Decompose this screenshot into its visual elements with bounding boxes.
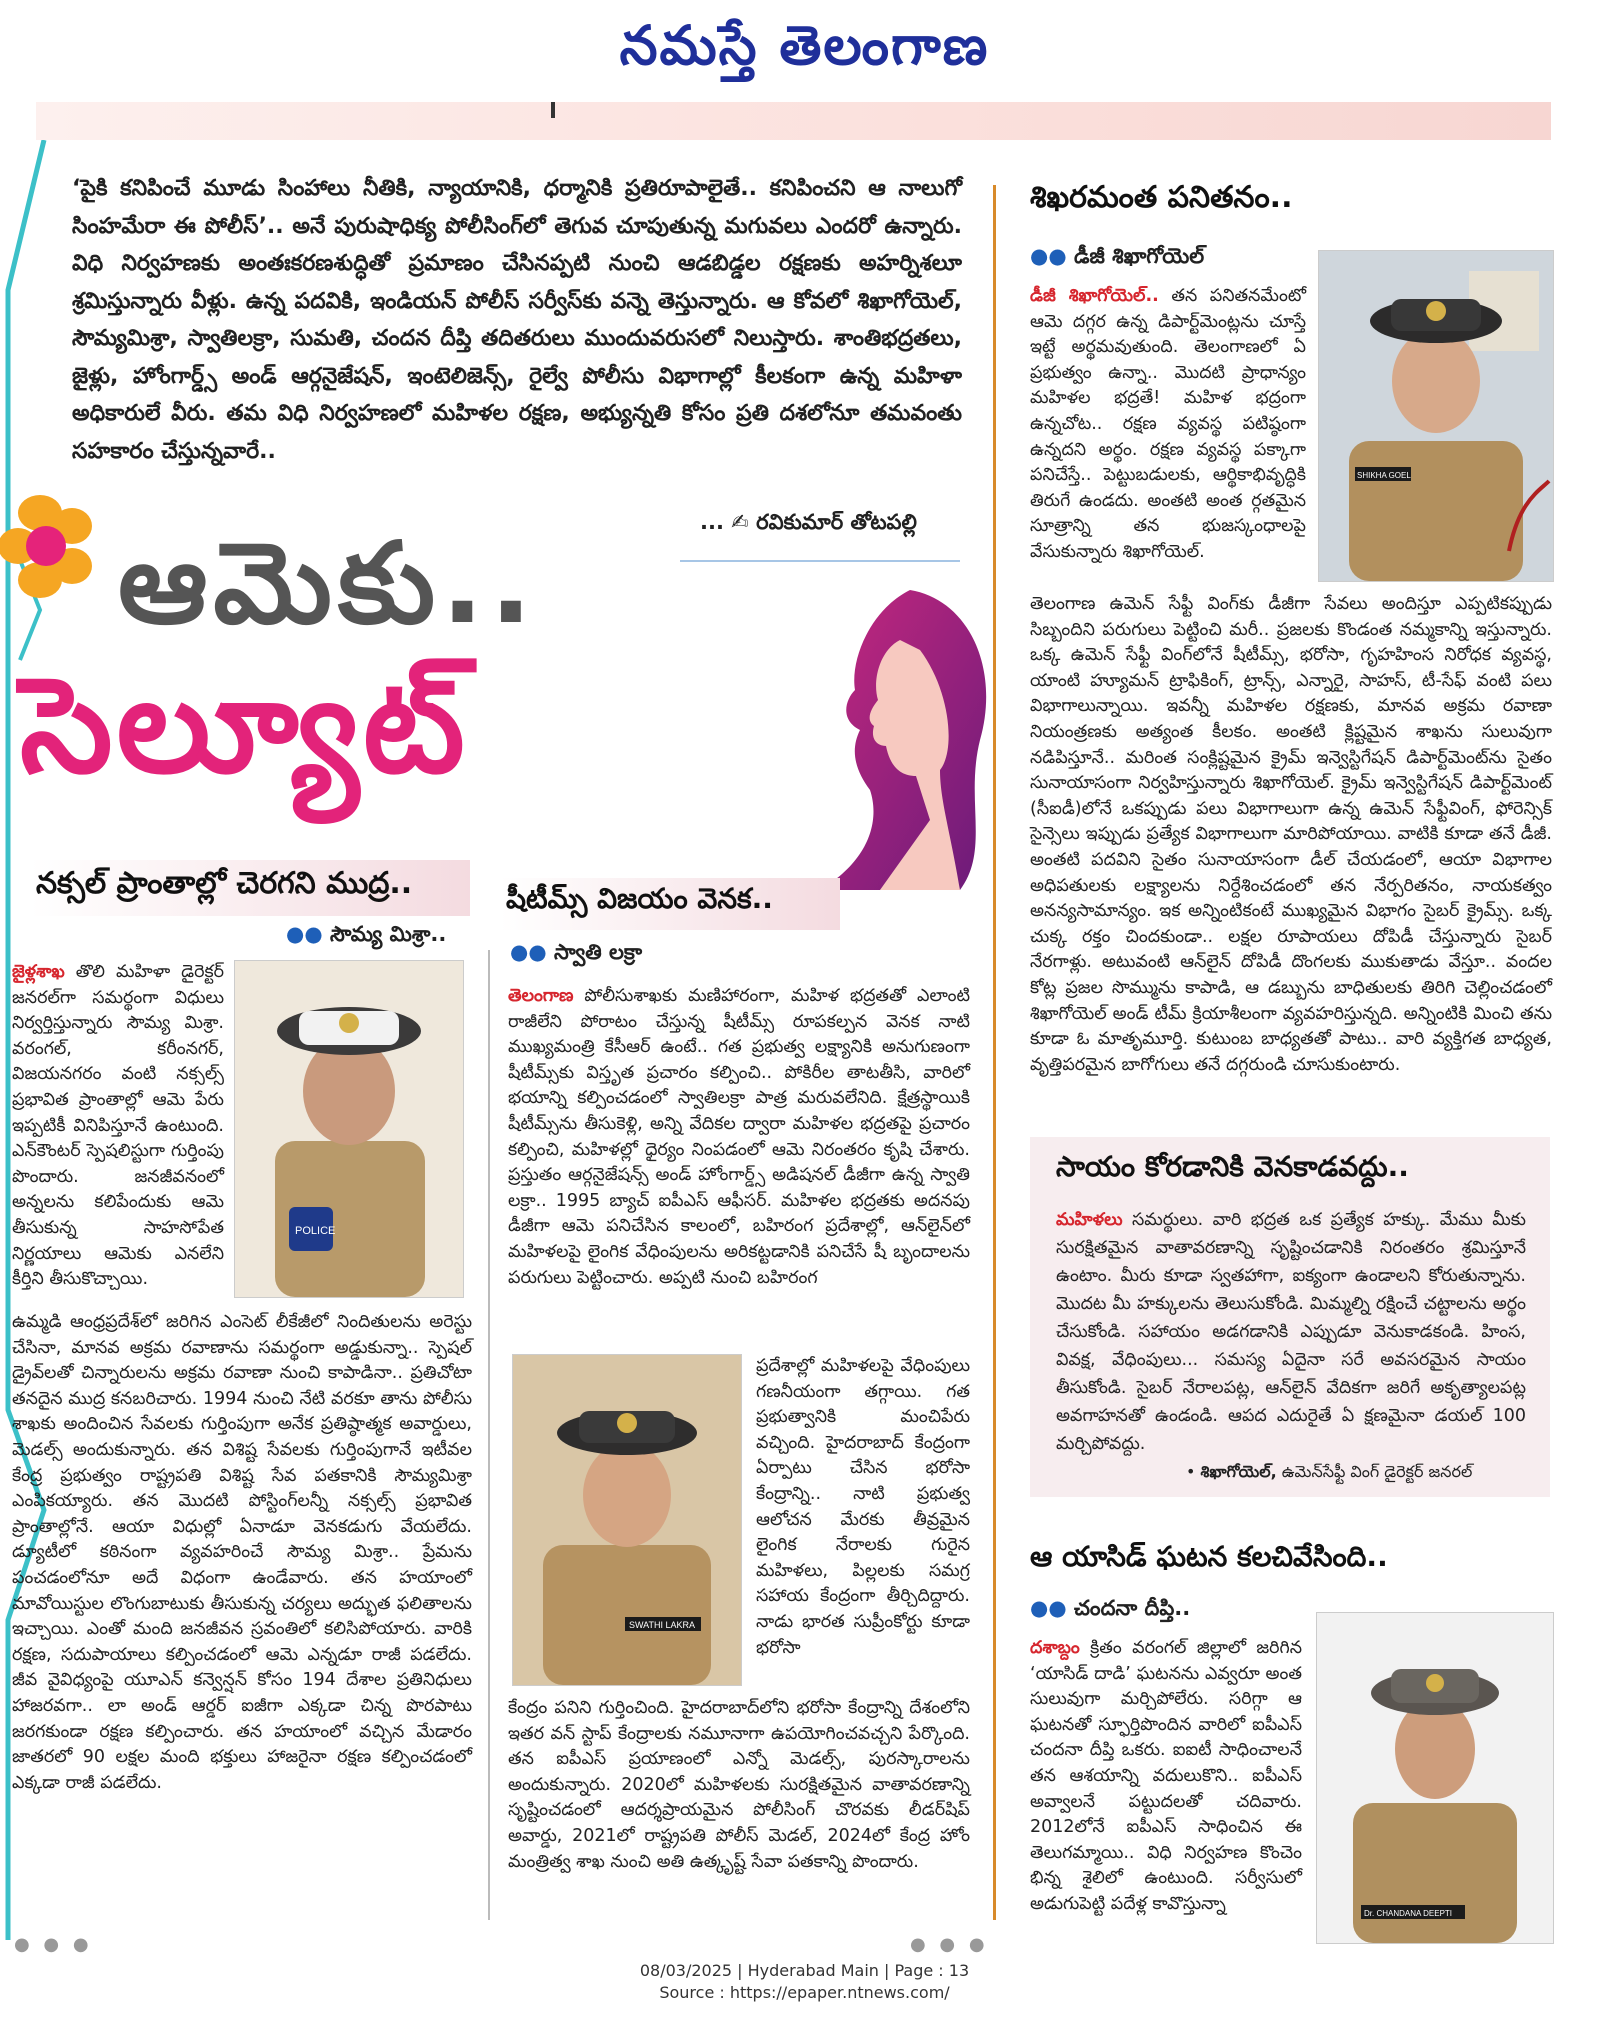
kicker-dots-icon: ●● [286, 922, 330, 946]
intro-paragraph: ‘పైకి కనిపించే మూడు సింహాలు నీతికి, న్యాయానికి, ధర్మానికి ప్రతిరూపాలైతే.. కనిపించని ఆ నాలుగో సింహమేరా ఈ పోలీస్’.. అనే పురుషాధిక్య పోలీసింగ్‌లో తెగువ చూపుతున్న మగువలు ఎందరో ఉన్నారు. విధి నిర్వహణకు అంతఃకరణశుద్ధితో ప్రమాణం చేసినప్పటి నుంచి ఆడబిడ్డల రక్షణకు అహర్నిశలూ శ్రమిస్తున్నారు వీళ్లు. ఉన్న పదవికి, ఇండియన్ పోలీస్ సర్వీస్‌కు వన్నె తెస్తున్నారు. ఆ కోవలో శిఖాగోయెల్, సౌమ్యమిశ్రా, స్వాతిలక్రా, సుమతి, చందన దీప్తి తదితరులు ముందువరుసలో నిలుస్తారు. శాంతిభద్రతలు, జైళ్లు, హోంగార్డ్స్ అండ్ ఆర్గనైజేషన్, ఇంటెలిజెన్స్, రైల్వే పోలీసు విభాగాల్లో కీలకంగా ఉన్న మహిళా అధికారులే వీరు. తమ విధి నిర్వహణలో మహిళల రక్షణ, అభ్యున్నతి కోసం ప్రతి దశలోనూ తమవంతు సహకారం చేస్తున్నవారే.. [72, 176, 962, 464]
swathi-text-side: ప్రదేశాల్లో మహిళలపై వేధింపులు గణనీయంగా తగ్గాయి. గత ప్రభుత్వానికి మంచిపేరు వచ్చింది. హైదరాబాద్ కేంద్రంగా ఏర్పాటు చేసిన భరోసా కేంద్రాన్ని.. నాటి ప్రభుత్వ ఆలోచన మేరకు తీవ్రమైన లైంగిక నేరాలకు గురైన మహిళలు, పిల్లలకు సమగ్ర సహాయ కేంద్రంగా తీర్చిదిద్దారు. నాడు భారత సుప్రీంకోర్టు కూడా భరోసా [756, 1356, 970, 1658]
woman-silhouette-illustration [760, 570, 1000, 890]
shikha-goel-photo [1318, 250, 1554, 582]
swathi-lead: తెలంగాణ [508, 986, 574, 1006]
shikha-kicker-label: డీజీ శిఖాగోయెల్ [1073, 244, 1205, 268]
column-divider-2 [488, 950, 490, 1920]
officer-portrait-icon [235, 961, 463, 1297]
page-footer [0, 1960, 1609, 2004]
soumya-body-top: తొలి మహిళా డైరెక్టర్ జనరల్‌గా సమర్థంగా విధులు నిర్వర్తిస్తున్నారు సౌమ్య మిశ్రా. వరంగల్, కరీంనగర్, విజయనగరం వంటి నక్సల్స్ ప్రభావిత ప్రాంతాల్లో ఆమె పేరు ఇప్పటికీ వినిపిస్తూనే ఉంటుంది. ఎన్‌కౌంటర్ స్పెషలిస్టుగా గుర్తింపు పొందారు. జనజీవనంలో అన్నలను కలిపేందుకు ఆమె తీసుకున్న సాహసోపేత నిర్ణయాలు ఆమెకు ఎనలేని కీర్తిని తీసుకొచ్చాయి. [12, 962, 224, 1290]
section-end-dots-left: ● ● ● [14, 1934, 93, 1955]
footer-source: Source : https://epaper.ntnews.com/ [659, 1983, 950, 2002]
flower-icon [0, 488, 120, 608]
shikha-text-bottom: తెలంగాణ ఉమెన్ సేఫ్టీ వింగ్‌కు డీజీగా సేవలు అందిస్తూ ఎప్పటికప్పుడు సిబ్బందిని పరుగులు పెట్టించి మరీ.. ప్రజలకు కొండంత నమ్మకాన్ని ఇస్తున్నారు. ఒక్క ఉమెన్ సేఫ్టీ వింగ్‌లోనే షీటీమ్స్, భరోసా, గృహహింస నిరోధక వ్యవస్థ, యాంటి హ్యూమన్ ట్రాఫికింగ్, ట్రాన్స్, ఎన్నారై, సాహస్, టీ-సేఫ్ వంటి పలు విభాగాలున్నాయి. ఇవన్నీ మహిళల రక్షణకు, మానవ అక్రమ రవాణా నియంత్రణకు అత్యంత కీలకం. అంతటి క్లిష్టమైన శాఖను సులువుగా నడిపిస్తూనే.. మరింత సంక్లిష్టమైన క్రైమ్ ఇన్వెస్టిగేషన్ డిపార్ట్‌మెంట్‌ను సైతం సునాయాసంగా నిర్వహిస్తున్నారు శిఖాగోయెల్. క్రైమ్ ఇన్వెస్టిగేషన్ డిపార్ట్‌మెంట్ (సీఐడీ)లోనే ఒకప్పుడు పలు విభాగాలుగా ఉన్న ఉమెన్ సేఫ్టీవింగ్, ఫోరెన్సిక్ సైన్సెలు ఇప్పుడు ప్రత్యేక విభాగాలుగా మారిపోయాయి. వాటికి కూడా తనే డీజీ. అంతటి పదవిని సైతం సునాయాసంగా డీల్ చేయడంలో, ఆయా విభాగాల అధిపతులకు లక్ష్యాలను నిర్దేశించడంలో తన నేర్పరితనం, నాయకత్వం అనన్యసామాన్యం. ఇక అన్నింటికంటే ముఖ్యమైన విభాగం సైబర్ క్రైమ్స్. ఒక్క చుక్క రక్తం చిందకుండా.. లక్షల రూపాయలు దోపిడీ చేస్తున్నారు సైబర్ నేరగాళ్లు. అటువంటి ఆన్‌లైన్ దోపిడీ దొంగలకు ముకుతాడు వేస్తూ.. వందల కోట్ల ప్రజల సొమ్మును కాపాడి, ఆ డబ్బును బాధితులకు తిరిగి చెల్లించడంలో శిఖాగోయెల్ అండ్ టీమ్ క్రియాశీలంగా వ్యవహరిస్తున్నది. అన్నింటికి మించి తను కూడా ఓ మాతృమూర్తి. కుటుంబ బాధ్యతతో పాటు.. వారి వ్యక్తిగత బాధ్యత, వృత్తిపరమైన బాగోగులు తనే దగ్గరుండి చూసుకుంటారు. [1030, 594, 1552, 1075]
shikha-nameplate: SHIKHA GOEL [1357, 471, 1411, 480]
quote-body: సమర్థులు. వారి భద్రత ఒక ప్రత్యేక హక్కు. మేము మీకు సురక్షితమైన వాతావరణాన్ని సృష్టించడానికి నిరంతరం శ్రమిస్తూనే ఉంటాం. మీరు కూడా స్వతహాగా, ఐక్యంగా ఉండాలని కోరుతున్నాను. మొదట మీ హక్కులను తెలుసుకోండి. మిమ్మల్ని రక్షించే చట్టాలను అర్థం చేసుకోండి. సహాయం అడగడానికి ఎప్పుడూ వెనుకాడకండి. హింస, వివక్ష, వేధింపులు... సమస్య ఏదైనా సరే అవసరమైన సాయం తీసుకోండి. సైబర్ నేరాలపట్ల, ఆన్‌లైన్ వేదికగా జరిగే అకృత్యాలపట్ల అవగాహనతో ఉండండి. ఆపద ఎదురైతే ఏ క్షణమైనా డయల్ 100 మర్చిపోవద్దు. [1056, 1210, 1526, 1454]
soumya-heading: నక్సల్ ప్రాంతాల్లో చెరగని ముద్ర.. [36, 866, 413, 901]
author-byline: ... ✍ రవికుమార్ తోటపల్లి [700, 510, 917, 534]
header-band [36, 102, 1551, 140]
shikha-body-top: తన పనితనమేంటో ఆమె దగ్గర ఉన్న డిపార్ట్‌మెంట్లను చూస్తే ఇట్టే అర్థమవుతుంది. తెలంగాణలో ఏ ప్రభుత్వం ఉన్నా.. మొదటి ప్రాధాన్యం మహిళల భద్రతే! మహిళ భద్రంగా ఉన్నచోట.. రక్షణ వ్యవస్థ పటిష్ఠంగా ఉన్నదని అర్థం. రక్షణ వ్యవస్థ పక్కాగా పనిచేస్తే.. పెట్టుబడులకు, ఆర్థికాభివృద్ధికి తిరుగే ఉండదు. అంతటి అంత ర్గతమైన సూత్రాన్ని తన భుజస్కంధాలపై వేసుకున్నారు శిఖాగోయెల్. [1030, 286, 1306, 562]
quote-lead: మహిళలు [1056, 1210, 1123, 1230]
shikha-text-top [1030, 284, 1306, 566]
police-badge-text: POLICE [295, 1225, 336, 1237]
swathi-kicker [510, 940, 642, 970]
chandana-kicker-label: చందనా దీప్తి.. [1073, 1596, 1191, 1620]
chandana-kicker [1030, 1596, 1190, 1626]
shikha-kicker [1030, 244, 1204, 274]
officer-portrait-icon [513, 1355, 741, 1685]
byline-rule [680, 560, 960, 562]
swathi-text-top [508, 984, 970, 1291]
soumya-kicker-label: సౌమ్య మిశ్రా.. [329, 922, 447, 946]
kicker-dots-icon: ●● [1030, 244, 1074, 268]
soumya-kicker [286, 922, 446, 952]
chandana-body: క్రితం వరంగల్ జిల్లాలో జరిగిన ‘యాసిడ్ దాడి’ ఘటనను ఎవ్వరూ అంత సులువుగా మర్చిపోలేరు. సరిగ్గా ఆ ఘటనతో స్ఫూర్తిపొందిన వారిలో ఐపీఎస్ చందనా దీప్తి ఒకరు. ఐఐటీ సాధించాలనే తన ఆశయాన్ని వదులుకొని.. ఐపీఎస్ అవ్వాలనే పట్టుదలతో చదివారు. 2012లోనే ఐపీఎస్ సాధించిన ఈ తెలుగమ్మాయి.. విధి నిర్వహణ కొంచెం భిన్న శైలిలో ఉంటుంది. సర్వీసులో అడుగుపెట్టి పదేళ్ల కావొస్తున్నా [1030, 1638, 1302, 1914]
officer-portrait-icon [1319, 251, 1553, 581]
headline-line-2: సెల్యూట్ [20, 649, 469, 803]
kicker-dots-icon: ●● [510, 940, 554, 964]
swathi-kicker-label: స్వాతి లక్రా [553, 940, 643, 964]
kicker-dots-icon: ●● [1030, 1596, 1074, 1620]
chandana-nameplate: Dr. CHANDANA DEEPTI [1364, 1909, 1453, 1918]
quote-signature: • శిఖాగోయెల్, ఉమెన్‌సేఫ్టీ వింగ్ డైరెక్టర్ జనరల్ [1186, 1462, 1473, 1481]
footer-date-edition: 08/03/2025 | Hyderabad Main | Page : 13 [639, 1961, 970, 1980]
swathi-text-bottom: కేంద్రం పనిని గుర్తించింది. హైదరాబాద్‌లోని భరోసా కేంద్రాన్ని దేశంలోని ఇతర వన్ స్టాప్ కేంద్రాలకు నమూనాగా ఉపయోగించవచ్చని పేర్కొంది. తన ఐపీఎస్ ప్రయాణంలో ఎన్నో మెడల్స్, పురస్కారాలను అందుకున్నారు. 2020లో మహిళలకు సురక్షితమైన వాతావరణాన్ని సృష్టించడంలో ఆదర్శప్రాయమైన పోలీసింగ్ చొరవకు లీడర్‌షిప్ అవార్డు, 2021లో రాష్ట్రపతి పోలీస్ మెడల్, 2024లో కేంద్ర హోం మంత్రిత్వ శాఖ నుంచి అతి ఉత్కృష్ట్ సేవా పతకాన్ని పొందారు. [508, 1698, 970, 1872]
swathi-heading: షీటీమ్స్ విజయం వెనక.. [506, 882, 773, 915]
quote-sign-role: ఉమెన్‌సేఫ్టీ వింగ్ డైరెక్టర్ జనరల్ [1281, 1462, 1473, 1481]
soumya-text-bottom: ఉమ్మడి ఆంధ్రప్రదేశ్‌లో జరిగిన ఎంసెట్ లీకేజీలో నిందితులను అరెస్టు చేసినా, మానవ అక్రమ రవాణాను సమర్థంగా అడ్డుకున్నా.. స్పెషల్ డ్రైవ్‌లతో చిన్నారులను అక్రమ రవాణా నుంచి కాపాడినా.. ప్రతిచోటా తనదైన ముద్ర కనబరిచారు. 1994 నుంచి నేటి వరకూ తాను పోలీసు శాఖకు అందించిన సేవలకు గుర్తింపుగా అనేక ప్రతిష్ఠాత్మక అవార్డులు, మెడల్స్ అందుకున్నారు. తన విశిష్ట సేవలకు గుర్తింపుగానే ఇటీవల కేంద్ర ప్రభుత్వం రాష్ట్రపతి విశిష్ట సేవ పతకానికి సౌమ్యమిశ్రా ఎంపికయ్యారు. తన మొదటి పోస్టింగ్‌లన్నీ నక్సల్స్ ప్రభావిత ప్రాంతాల్లోనే. ఆయా విధుల్లో ఏనాడూ వెనకడుగు వేయలేదు. డ్యూటీలో కఠినంగా వ్యవహరించే సౌమ్య మిశ్రా.. ప్రేమను పంచడంలోనూ అదే విధంగా ఉండేవారు. తన హయాంలో మావోయిస్టుల లొంగుబాటుకు తీసుకున్న చర్యలు అద్భుత ఫలితాలను ఇచ్చాయి. ఎంతో మంది జనజీవన స్రవంతిలో కలిసిపోయారు. వారికి రక్షణ, సదుపాయాలు కల్పించడంలో ఆమె ఎన్నడూ రాజీ పడలేదు. జీవ వైవిధ్యంపై యూఎన్ కన్వెన్షన్ కోసం 194 దేశాల ప్రతినిధులు హాజరవగా.. లా అండ్ ఆర్డర్ ఐజీగా ఎక్కడా చిన్న పొరపాటు జరగకుండా రక్షణ కల్పించారు. తన హయాంలో వచ్చిన మేడారం జాతరలో 90 లక్షల మంది భక్తులు హాజరైనా రక్షణ కల్పించడంలో ఎక్కడా రాజీ పడలేదు. [12, 1312, 472, 1793]
column-divider [993, 185, 996, 1920]
newspaper-masthead: నమస్తే తెలంగాణ [619, 13, 990, 77]
swathi-lakra-photo [512, 1354, 742, 1686]
shikha-heading: శిఖరమంత పనితనం.. [1030, 180, 1293, 215]
section-end-dots-middle: ● ● ● [910, 1934, 989, 1955]
headline-line-1: ఆమెకు.. [118, 519, 539, 649]
swathi-body-top: పోలీసుశాఖకు మణిహారంగా, మహిళ భద్రతతో ఎలాంటి రాజీలేని పోరాటం చేస్తున్న షీటీమ్స్ రూపకల్పన వెనక నాటి ముఖ్యమంత్రి కేసీఆర్ ఉంటే.. గత ప్రభుత్వ లక్ష్యానికి అనుగుణంగా షీటీమ్స్‌కు విస్తృత ప్రచారం కల్పించి.. పోకిరీల తాటతీసి, వారిలో భయాన్ని కల్పించడంలో స్వాతిలక్రా పాత్ర మరువలేనిది. క్షేత్రస్థాయికి షీటీమ్స్‌ను తీసుకెళ్లి, అన్ని వేదికల ద్వారా మహిళల భద్రతపై ప్రచారం కల్పించి, మహిళల్లో ధైర్యం నింపడంలో ఆమె నిరంతరం కృషి చేశారు. ప్రస్తుతం ఆర్గనైజేషన్స్ అండ్ హోంగార్డ్స్ అడిషనల్ డీజీగా ఉన్న స్వాతి లక్రా.. 1995 బ్యాచ్ ఐపీఎస్ ఆఫీసర్. మహిళల భద్రతకు అదనపు డీజీగా ఆమె పనిచేసిన కాలంలో, బహిరంగ ప్రదేశాల్లో, ఆన్‌లైన్‌లో మహిళలపై లైంగిక వేధింపులను అరికట్టడానికి పనిచేసే షీ బృందాలను పరుగులు పెట్టించారు. అప్పటి నుంచి బహిరంగ [508, 986, 970, 1288]
chandana-text [1030, 1636, 1302, 1918]
soumya-mishra-photo [234, 960, 464, 1298]
shikha-lead: డీజీ శిఖాగోయెల్.. [1030, 286, 1159, 306]
officer-portrait-icon [1317, 1613, 1553, 1943]
soumya-text-top [12, 960, 224, 1293]
chandana-lead: దశాబ్దం [1030, 1638, 1080, 1658]
quote-heading: సాయం కోరడానికి వెనకాడవద్దు.. [1056, 1150, 1409, 1183]
quote-sign-name: శిఖాగోయెల్, [1200, 1462, 1277, 1481]
swathi-nameplate: SWATHI LAKRA [629, 1620, 696, 1630]
chandana-deepti-photo [1316, 1612, 1554, 1944]
quote-text [1056, 1206, 1526, 1458]
chandana-heading: ఆ యాసిడ్ ఘటన కలచివేసింది.. [1030, 1540, 1388, 1573]
soumya-lead: జైళ్లశాఖ [12, 962, 65, 982]
